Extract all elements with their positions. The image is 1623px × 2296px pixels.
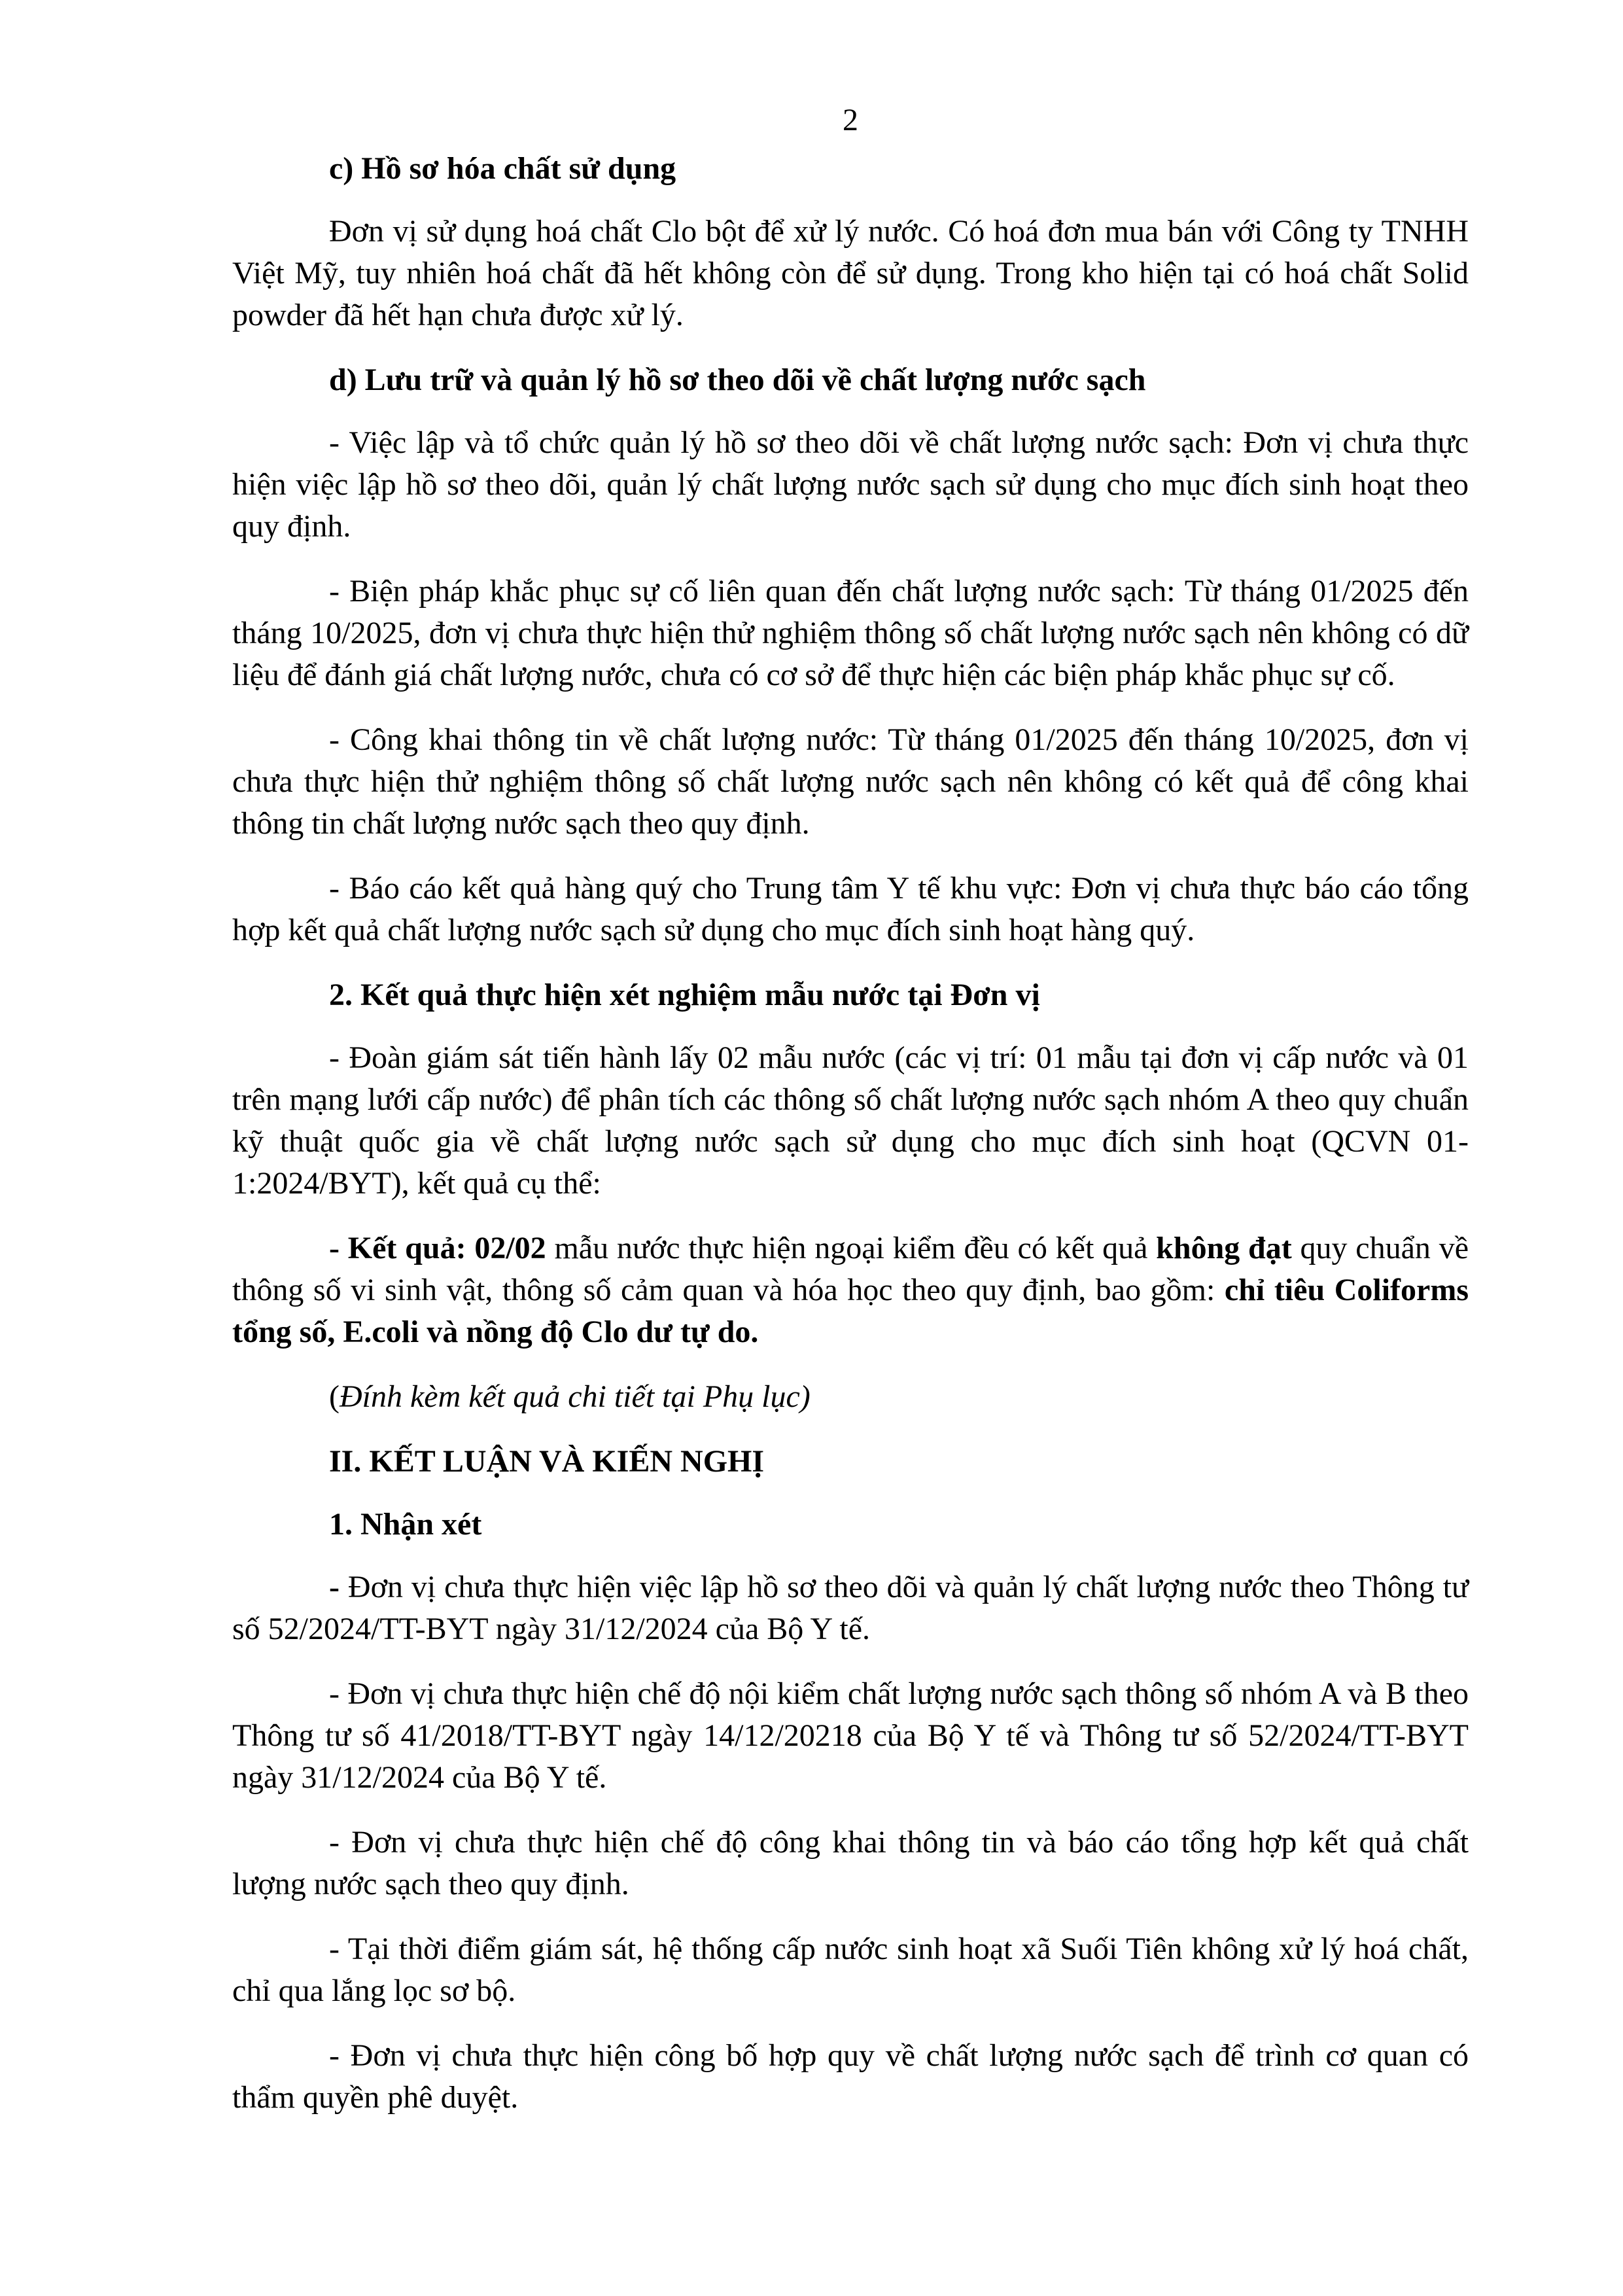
result-fail-text: không đạt xyxy=(1156,1231,1292,1265)
appendix-note-paren: ( xyxy=(329,1379,340,1414)
result-text-rest: quy chuẩn về thông số vi sinh vật, thông số cảm quan và hóa học theo quy định, bao gồm: xyxy=(232,1231,1469,1307)
remark-item: - Đơn vị chưa thực hiện công bố hợp quy về chất lượng nước sạch để trình cơ quan có thẩm quyền phê duyệt. xyxy=(232,2038,1469,2115)
section-2-heading: 2. Kết quả thực hiện xét nghiệm mẫu nước tại Đơn vị xyxy=(329,978,1040,1012)
remark-item xyxy=(232,1566,1469,1650)
page-number: 2 xyxy=(843,103,858,137)
section-d-item: - Biện pháp khắc phục sự cố liên quan đến chất lượng nước sạch: Từ tháng 01/2025 đến tháng 10/2025, đơn vị chưa thực hiện thử nghiệm thông số chất lượng nước sạch nên không có dữ liệu để đánh giá chất lượng nước, chưa có cơ sở để thực hiện các biện pháp khắc phục sự cố. xyxy=(232,574,1469,692)
remark-text: Đơn vị chưa thực hiện việc lập hồ sơ theo dõi và quản lý chất lượng nước theo Thông tư số 52/2024/TT-BYT ngày 31/12/2024 của Bộ Y tế. xyxy=(232,1570,1469,1646)
section-d-item: - Báo cáo kết quả hàng quý cho Trung tâm Y tế khu vực: Đơn vị chưa thực báo cáo tổng hợp kết quả chất lượng nước sạch sử dụng cho mục đích sinh hoạt hàng quý. xyxy=(232,871,1469,947)
remark-item: - Tại thời điểm giám sát, hệ thống cấp nước sinh hoạt xã Suối Tiên không xử lý hoá chất, chỉ qua lắng lọc sơ bộ. xyxy=(232,1932,1469,2008)
remark-dash: - xyxy=(329,1570,340,1604)
remark-item: - Đơn vị chưa thực hiện chế độ nội kiểm chất lượng nước sạch thông số nhóm A và B theo Thông tư số 41/2018/TT-BYT ngày 14/12/20218 của Bộ Y tế và Thông tư số 52/2024/TT-BYT ngày 31/12/2024 của Bộ Y tế. xyxy=(232,1676,1469,1795)
result-label: - Kết quả: 02/02 xyxy=(329,1231,546,1265)
section-d-item: - Việc lập và tổ chức quản lý hồ sơ theo dõi về chất lượng nước sạch: Đơn vị chưa thực hiện việc lập hồ sơ theo dõi, quản lý chất lượng nước sạch sử dụng cho mục đích sinh hoạt theo quy định. xyxy=(232,425,1469,544)
remark-item: - Đơn vị chưa thực hiện chế độ công khai thông tin và báo cáo tổng hợp kết quả chất lượng nước sạch theo quy định. xyxy=(232,1825,1469,1901)
section-II-heading: II. KẾT LUẬN VÀ KIẾN NGHỊ xyxy=(329,1444,765,1479)
document-body xyxy=(232,148,1469,2142)
appendix-note xyxy=(232,1376,1469,1418)
section-c-paragraph: Đơn vị sử dụng hoá chất Clo bột để xử lý nước. Có hoá đơn mua bán với Công ty TNHH Việt Mỹ, tuy nhiên hoá chất đã hết không còn để sử dụng. Trong kho hiện tại có hoá chất Solid powder đã hết hạn chưa được xử lý. xyxy=(232,214,1469,332)
section-c-heading: c) Hồ sơ hóa chất sử dụng xyxy=(329,151,676,186)
subsection-1-heading: 1. Nhận xét xyxy=(329,1507,482,1542)
sampling-paragraph: - Đoàn giám sát tiến hành lấy 02 mẫu nước (các vị trí: 01 mẫu tại đơn vị cấp nước và 01 trên mạng lưới cấp nước) để phân tích các thông số chất lượng nước sạch nhóm A theo quy chuẩn kỹ thuật quốc gia về chất lượng nước sạch sử dụng cho mục đích sinh hoạt (QCVN 01-1:2024/BYT), kết quả cụ thể: xyxy=(232,1040,1469,1201)
section-d-item: - Công khai thông tin về chất lượng nước: Từ tháng 01/2025 đến tháng 10/2025, đơn vị chưa thực hiện thử nghiệm thông số chất lượng nước sạch nên không có kết quả để công khai thông tin chất lượng nước sạch theo quy định. xyxy=(232,722,1469,841)
result-text: mẫu nước thực hiện ngoại kiểm đều có kết quả xyxy=(546,1231,1157,1265)
appendix-note-text: Đính kèm kết quả chi tiết tại Phụ lục) xyxy=(339,1379,811,1414)
result-paragraph xyxy=(232,1227,1469,1353)
section-d-heading: d) Lưu trữ và quản lý hồ sơ theo dõi về chất lượng nước sạch xyxy=(329,362,1146,397)
result-indicators: chỉ tiêu Coliforms tổng số, E.coli và nồng độ Clo dư tự do. xyxy=(232,1273,1469,1349)
